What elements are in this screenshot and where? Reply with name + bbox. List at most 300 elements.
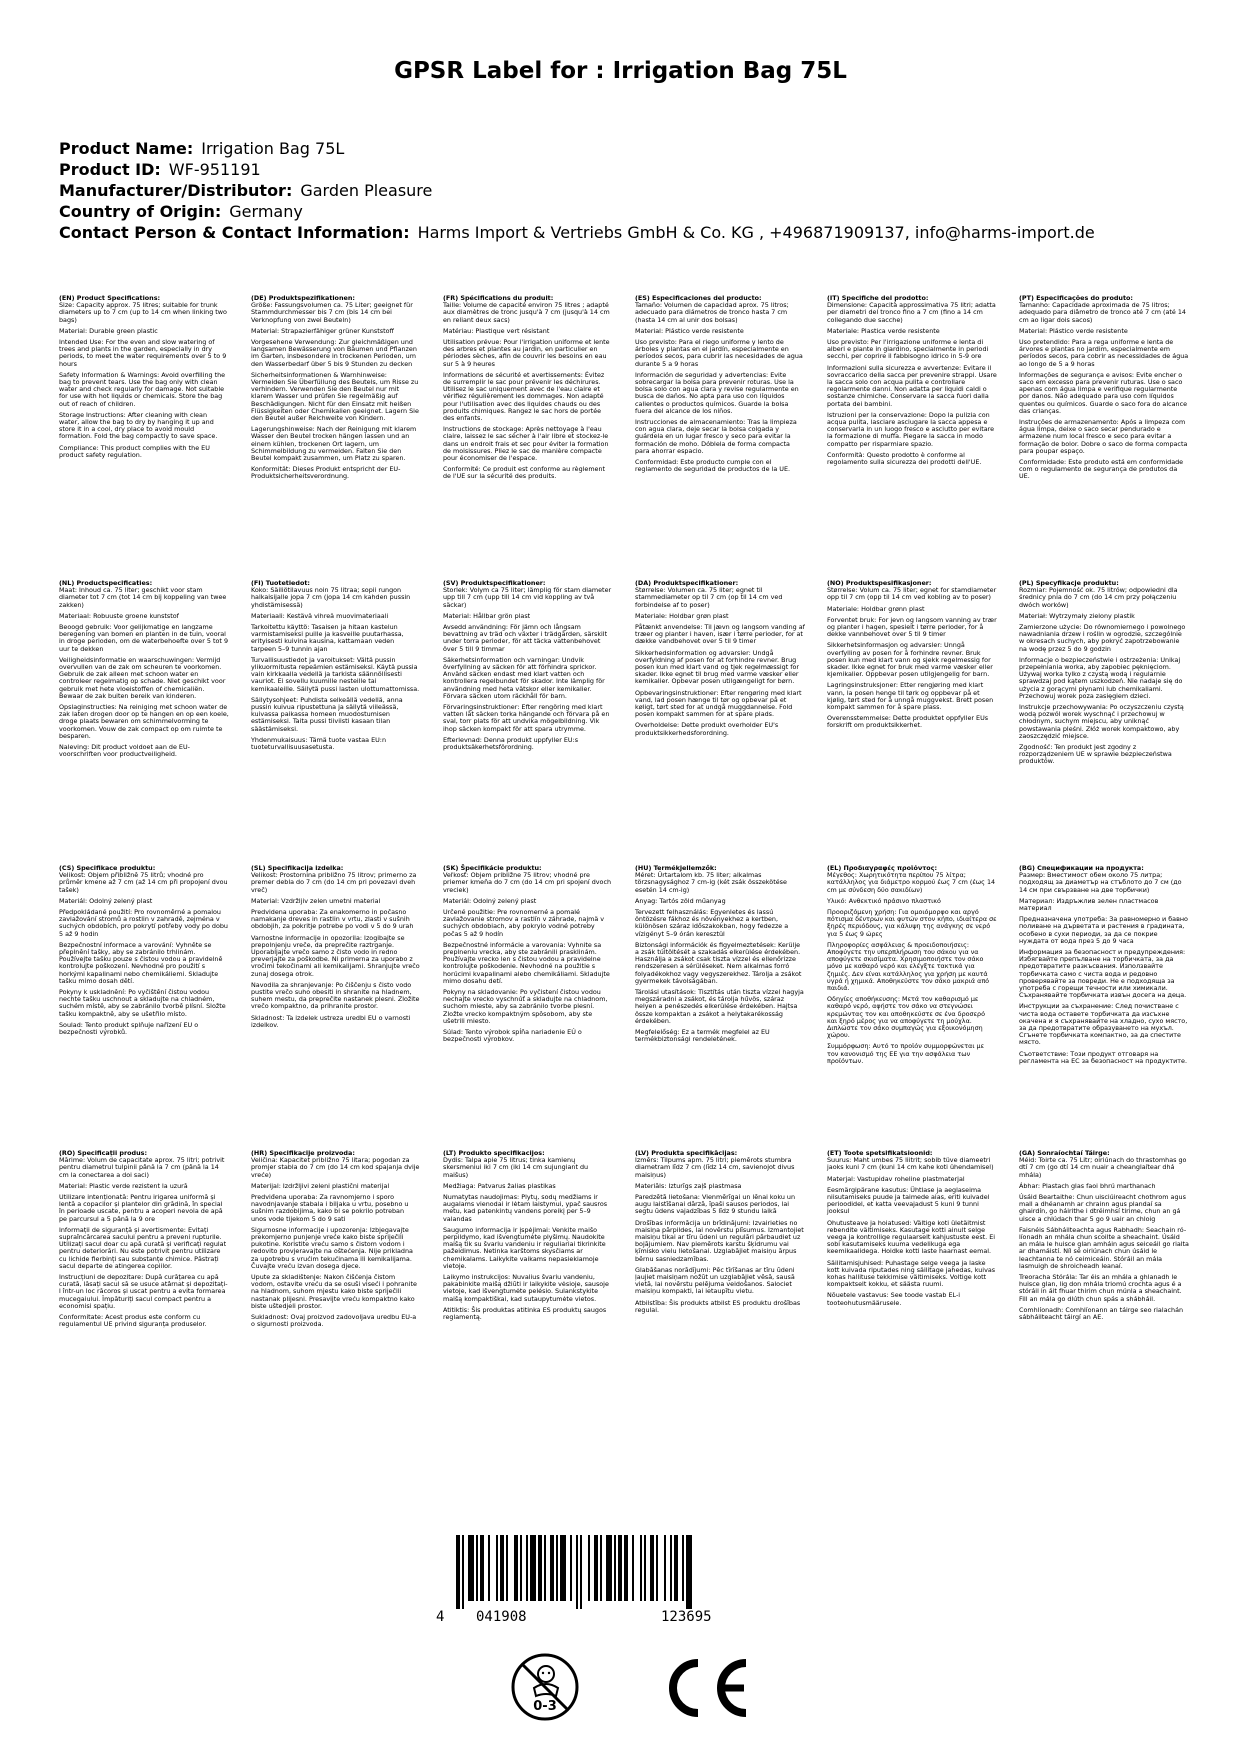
spec-paragraph <box>443 339 613 368</box>
spec-text: Upute za skladištenje: Nakon čišćenja čistom vodom, ostavite vreću da se osuši viseći i pohranite na hladnom, suhom mjestu kako biste spriječili nastanak plijesni. Presavijte vreću kompaktno kako biste uštedjeli prostor. <box>251 1273 417 1310</box>
barcode-bar <box>520 1535 522 1601</box>
spec-paragraph <box>827 412 997 448</box>
spec-text: Säilytysohjeet: Puhdista selkeällä vedellä, anna pussin kuivua ripustettuna ja säilytä viileässä, kuivassa paikassa homeen muodostumisen estämiseksi. Taita pussi tiiviisti kasaan tilan säästämiseksi. <box>251 695 403 733</box>
spec-heading: (EN) Product Specifications: <box>59 294 161 302</box>
spec-paragraph <box>827 452 997 466</box>
spec-heading: (GA) Sonraíochtaí Táirge: <box>1019 1149 1110 1157</box>
spec-paragraph <box>59 942 229 985</box>
spec-paragraph <box>635 624 805 646</box>
spec-paragraph <box>1019 1227 1189 1270</box>
spec-paragraph <box>827 996 997 1039</box>
spec-text: Conformidad: Este producto cumple con el reglamento de seguridad de productos de la UE. <box>635 458 791 474</box>
spec-paragraph <box>251 865 421 894</box>
spec-paragraph <box>59 1274 229 1310</box>
spec-text: Méid: Toirte ca. 75 Litr; oiriúnach do thrastomhas go dtí 7 cm (go dtí 14 cm nuair a cheanglaítear dhá mhála) <box>1019 1156 1187 1179</box>
spec-text: Súlad: Tento výrobok spĺňa nariadenie EÚ o bezpečnosti výrobkov. <box>443 1028 582 1044</box>
spec-text: Anyag: Tartós zöld műanyag <box>635 896 726 905</box>
spec-text: Informations de sécurité et avertissements: Évitez de surremplir le sac pour prévenir les déchirures. Utilisez le sac uniquement avec de l'eau claire et vérifiez régulièrement les dommages. Non adapté pour l'utilisation avec des liquides chauds ou des produits chimiques. Rangez le sac hors de portée des enfants. <box>443 370 605 423</box>
spec-text: Určené použitie: Pre rovnomerné a pomalé zavlažovanie stromov a rastlín v záhrade, najmä v suchých obdobiach, aby pokrylo vodné potreby počas 5 až 9 hodín <box>443 908 605 938</box>
barcode-bar <box>544 1535 546 1601</box>
spec-text: Dydis: Talpa apie 75 litrus; tinka kamienų skersmeniui iki 7 cm (iki 14 cm sujungiant du maišus) <box>443 1156 589 1179</box>
spec-block <box>635 1150 805 1318</box>
spec-heading: (ES) Especificaciones del producto: <box>635 294 762 302</box>
spec-paragraph <box>59 412 229 441</box>
spec-paragraph <box>443 989 613 1025</box>
spec-block <box>1019 865 1189 1069</box>
spec-paragraph <box>827 617 997 639</box>
barcode-bar <box>576 1535 578 1609</box>
spec-paragraph <box>1019 916 1189 945</box>
spec-block <box>59 295 229 463</box>
spec-paragraph <box>1019 898 1189 912</box>
spec-text: Sikkerhedsinformation og advarsler: Undgå overfyldning af posen for at forhindre revner. Brug posen kun med klart vand og tjek regelmæssigt for skader. Ikke egnet til brug med varme væsker eller kemikalier. Opbevar posen utilgængeligt for børn. <box>635 648 800 686</box>
spec-paragraph <box>59 445 229 459</box>
spec-text: Sukladnost: Ovaj proizvod zadovoljava uredbu EU-a o sigurnosti proizvoda. <box>251 1313 417 1329</box>
spec-block <box>1019 580 1189 770</box>
spec-text: Glabāšanas norādījumi: Pēc tīrīšanas ar tīru ūdeni ļaujiet maisiņam nožūt un uzglabājiet vēsā, sausā vietā, lai novērstu pelējuma veidošanos. Salociet maisiņu kompakti, lai ietaupītu vietu. <box>635 1265 795 1296</box>
spec-paragraph <box>1019 1003 1189 1046</box>
spec-text: Lagringsinstruksjoner: Etter rengjøring med klart vann, la posen henge til tørk og oppbevar på et kjølig, tørt sted for å unngå muggvekst. Brett posen kompakt sammen for å spare plass. <box>827 681 994 712</box>
spec-paragraph <box>635 1029 805 1043</box>
barcode-bar <box>686 1535 692 1609</box>
spec-paragraph <box>59 328 229 335</box>
spec-text: Información de seguridad y advertencias: Evite sobrecargar la bolsa para prevenir roturas. Use la bolsa solo con agua clara y revise regularmente en busca de daños. No apta para uso con líquidos calientes o productos químicos. Guarde la bolsa fuera del alcance de los niños. <box>635 370 799 415</box>
spec-text: Drošības informācija un brīdinājumi: Izvairieties no maisiņa pārpildes, lai novērstu plīsumus. Izmantojiet maisiņu tikai ar tīru ūdeni un regulāri pārbaudiet uz bojājumiem. Nav piemērots karstu šķidrumu vai ķīmisko vielu lietošanai. Uzglabājiet maisiņu ārpus bērnu sasniedzamības. <box>635 1218 804 1263</box>
spec-paragraph <box>59 1314 229 1328</box>
spec-text: Размер: Вместимост обем около 75 литра; подходящ за диаметър на стъблото до 7 см (до 14 см при свързване на две торбички) <box>1019 871 1182 894</box>
spec-paragraph <box>251 657 421 693</box>
spec-paragraph <box>443 898 613 905</box>
spec-text: Nõuetele vastavus: See toode vastab EL-i tooteohutusmäärusele. <box>827 1291 961 1307</box>
spec-paragraph <box>827 909 997 938</box>
spec-text: Méret: Űrtartalom kb. 75 liter; alkalmas törzsnagysághoz 7 cm-ig (két zsák összekötése esetén 14 cm-ig) <box>635 871 787 894</box>
spec-paragraph <box>827 1220 997 1256</box>
info-label: Product Name: <box>59 139 194 158</box>
spec-text: Naleving: Dit product voldoet aan de EU-voorschriften voor productveiligheid. <box>59 743 190 759</box>
barcode-bar <box>664 1535 666 1601</box>
spec-text: Tarkoitettu käyttö: Tasaisen ja hitaan kastelun varmistamiseksi puille ja kasveille puutarhassa, erityisesti kuivina kausina, kattamaan veden tarpeen 5–9 tunnin ajan <box>251 623 404 653</box>
info-row <box>59 138 1095 159</box>
spec-text: Forventet bruk: For jevn og langsom vanning av trær og planter i hagen, spesielt i tørre perioder, for å dekke vannbehovet over 5 til 9 timer <box>827 615 997 639</box>
barcode-bars <box>436 1535 806 1609</box>
spec-paragraph <box>251 737 421 751</box>
spec-heading: (LT) Produkto specifikacijos: <box>443 1149 545 1157</box>
spec-text: Material: Vzdržljiv zelen umetni material <box>251 896 381 905</box>
spec-paragraph <box>827 365 997 408</box>
barcode-digit-lead: 4 <box>436 1609 445 1625</box>
spec-paragraph <box>1019 1183 1189 1190</box>
spec-text: Instrucțiuni de depozitare: După curățarea cu apă curată, lăsați sacul să se usuce atârnat și depozitați-l într-un loc răcoros și uscat pentru a evita formarea mucegaiului. Împăturiți sacul compact pentru a economisi spațiu. <box>59 1273 228 1310</box>
barcode-bar <box>618 1535 622 1601</box>
spec-paragraph <box>635 419 805 455</box>
spec-text: Soulad: Tento produkt splňuje nařízení EU o bezpečnosti výrobků. <box>59 1020 199 1037</box>
barcode-bar <box>670 1535 672 1601</box>
info-value: Germany <box>229 202 303 221</box>
spec-paragraph <box>443 1227 613 1270</box>
spec-paragraph <box>635 328 805 335</box>
spec-paragraph <box>635 909 805 938</box>
info-label: Manufacturer/Distributor: <box>59 181 293 200</box>
spec-text: Material: Plastic verde rezistent la uzură <box>59 1181 188 1190</box>
spec-paragraph <box>251 898 421 905</box>
spec-paragraph <box>59 989 229 1018</box>
spec-paragraph <box>635 722 805 736</box>
spec-text: Koko: Säiliötilavuus noin 75 litraa; sopii rungon halkaisijalle jopa 7 cm (jopa 14 cm kahden pussin yhdistämisessä) <box>251 586 411 609</box>
spec-block <box>1019 1150 1189 1325</box>
info-row <box>59 201 1095 222</box>
spec-heading: (EL) Προδιαγραφές προϊόντος: <box>827 864 938 872</box>
barcode-bar <box>526 1535 528 1601</box>
spec-paragraph <box>827 1176 997 1183</box>
barcode-bar <box>500 1535 504 1601</box>
spec-block <box>635 295 805 477</box>
spec-text: Zamierzone użycie: Do równomiernego i powolnego nawadniania drzew i roślin w ogrodzie, szczególnie w okresach suchych, aby pokryć zapotrzebowanie na wodę przez 5 do 9 godzin <box>1019 623 1186 653</box>
spec-paragraph <box>1019 580 1189 609</box>
spec-paragraph <box>1019 704 1189 740</box>
spec-text: Påtænkt anvendelse: Til jævn og langsom vanding af træer og planter i haven, især i tørre perioder, for at dække vandbehovet over 5 til 9 timer <box>635 623 805 646</box>
spec-text: Material: Strapazierfähiger grüner Kunststoff <box>251 326 394 335</box>
spec-text: Οδηγίες αποθήκευσης: Μετά τον καθαρισμό με καθαρό νερό, αφήστε τον σάκο να στεγνώσει κρεμώντας τον και αποθηκεύστε σε ένα δροσερό και ξηρό μέρος για να αποφύγετε τη μούχλα. Διπλώστε τον σάκο συμπαγώς για εξοικονόμηση χώρου. <box>827 995 986 1040</box>
spec-text: Tervezett felhasználás: Egyenletes és lassú öntözésre fákhoz és növényekhez a kertben, különösen száraz időszakokban, hogy fedezze a vízigényt 5–9 órán keresztül <box>635 908 789 938</box>
info-label: Product ID: <box>59 160 161 179</box>
spec-text: Overensstemmelse: Dette produktet oppfyller EUs forskrift om produktsikkerhet. <box>827 714 989 730</box>
spec-paragraph <box>827 1187 997 1216</box>
spec-heading: (SK) Špecifikácie produktu: <box>443 864 542 872</box>
spec-text: Предназначена употреба: За равномерно и бавно поливане на дърветата и растения в градината, особено в сухи периоди, за да се покрие нуждата от вода през 5 до 9 часа <box>1019 915 1188 945</box>
barcode-digits-right: 123695 <box>661 1609 712 1625</box>
spec-paragraph <box>443 704 613 733</box>
spec-paragraph <box>635 865 805 894</box>
spec-heading: (SV) Produktspecifikationer: <box>443 579 546 587</box>
spec-heading: (PL) Specyfikacje produktu: <box>1019 579 1119 587</box>
barcode-bar <box>632 1535 634 1601</box>
spec-text: Medžiaga: Patvarus žalias plastikas <box>443 1181 556 1190</box>
spec-paragraph <box>443 1029 613 1043</box>
spec-text: Turvallisuustiedot ja varoitukset: Vältä pussin ylikuormitusta repeämien estämiseksi. Käytä pussia vain kirkkaalla vedellä ja tarkista säännöllisesti vauriot. Ei sovellu kuumille nesteille tai kemikaaleille. Säilytä pussi lasten ulottumattomissa. <box>251 655 420 693</box>
spec-text: Förvaringsinstruktioner: Efter rengöring med klart vatten låt säcken torka hängande och förvara på en sval, torr plats för att undvika mögelbildning. Vik ihop säcken kompakt för att spara utrymme. <box>443 703 610 733</box>
spec-paragraph <box>443 466 613 480</box>
spec-text: Sikkerhetsinformasjon og advarsler: Unngå overfylling av posen for å forhindre revner. Bruk posen kun med klart vann og sjekk regelmessig for skader. Ikke egnet for bruk med varme væsker eller kjemikalier. Oppbevar posen utilgjengelig for barn. <box>827 641 993 679</box>
spec-block <box>251 580 421 755</box>
barcode-bar <box>530 1535 536 1601</box>
info-value: WF-951191 <box>168 160 261 179</box>
age-warning-0-3-icon <box>510 1652 580 1722</box>
info-row <box>59 222 1095 243</box>
spec-paragraph <box>443 328 613 335</box>
spec-paragraph <box>59 339 229 368</box>
barcode-bar <box>644 1535 646 1601</box>
spec-text: Uso previsto: Para el riego uniforme y lento de árboles y plantas en el jardín, especialmente en períodos secos, para cubrir las necesidades de agua durante 5 a 9 horas <box>635 338 803 368</box>
spec-block <box>443 865 613 1047</box>
spec-text: Intended Use: For the even and slow watering of trees and plants in the garden, especially in dry periods, to meet the water requirements over 5 to 9 hours <box>59 338 227 368</box>
spec-paragraph <box>827 1260 997 1289</box>
spec-block <box>443 1150 613 1325</box>
spec-paragraph <box>251 1227 421 1270</box>
spec-paragraph <box>251 1194 421 1223</box>
svg-text:0-3: 0-3 <box>533 1699 557 1714</box>
spec-heading: (NO) Produktspesifikasjoner: <box>827 579 932 587</box>
spec-paragraph <box>251 1150 421 1179</box>
spec-paragraph <box>59 865 229 894</box>
spec-paragraph <box>59 613 229 620</box>
barcode-bar <box>606 1535 612 1601</box>
spec-text: Instrucciones de almacenamiento: Tras la limpieza con agua clara, deje secar la bolsa colgada y guárdela en un lugar fresco y seco para evitar la formación de moho. Dóblela de forma compacta para ahorrar espacio. <box>635 418 797 455</box>
spec-text: Veličina: Kapacitet približno 75 litara; pogodan za promjer stabla do 7 cm (do 14 cm kod spajanja dvije vreće) <box>251 1156 420 1179</box>
spec-text: Ohutusteave ja hoiatused: Vältige koti ületäitmist rebendite vältimiseks. Kasutage kotti ainult selge veega ja kontrollige regulaarselt kahjustuste eest. Ei sobi kasutamiseks kuuma vedelikuga ega keemikaalidega. Hoidke kotti laste haarnast eemal. <box>827 1218 996 1256</box>
spec-text: Størrelse: Volum ca. 75 liter; egnet for stamdiameter opp til 7 cm (opp til 14 cm ved kobling av to poser) <box>827 586 997 602</box>
barcode-bar <box>462 1535 464 1609</box>
spec-paragraph <box>251 982 421 1011</box>
spec-text: Materiál: Odolný zelený plast <box>443 896 537 905</box>
spec-text: Materiał: Wytrzymały zielony plastik <box>1019 611 1135 620</box>
spec-heading: (HR) Specifikacije proizvoda: <box>251 1149 355 1157</box>
spec-paragraph <box>635 1300 805 1314</box>
spec-text: Materjal: Vastupidav roheline plastmaterjal <box>827 1174 965 1183</box>
spec-text: Yhdenmukaisuus: Tämä tuote vastaa EU:n tuoteturvallisuusasetusta. <box>251 735 386 752</box>
spec-text: Tamaño: Volumen de capacidad aprox. 75 litros; adecuado para diámetros de tronco hasta 7 cm (hasta 14 cm al unir dos bolsas) <box>635 301 789 324</box>
spec-paragraph <box>1019 328 1189 335</box>
spec-block <box>827 580 997 734</box>
spec-heading: (NL) Productspecificaties: <box>59 579 153 587</box>
spec-text: Sigurnosne informacije i upozorenja: Izbjegavajte prekomjerno punjenje vreće kako biste spriječili pukotine. Koristite vreću samo s čistom vodom i redovito provjeravajte na oštećenja. Nije prikladna za upotrebu s vrućim tekućinama ili kemikalijama. Čuvajte vreću izvan dosega djece. <box>251 1225 413 1270</box>
spec-text: Taille: Volume de capacité environ 75 litres ; adapté aux diamètres de tronc jusqu'à 7 cm (jusqu'à 14 cm en reliant deux sacs) <box>443 301 610 324</box>
spec-text: Tárolási utasítások: Tisztítás után tiszta vízzel hagyja megszáradni a zsákot, és tárolja hűvös, száraz helyen a penészedés elkerülése érdekében. Hajtsa össze kompaktan a zsákot a helytakarékosság érdekében. <box>635 988 804 1025</box>
spec-text: Velikost: Objem přibližně 75 litrů; vhodné pro průměr kmene až 7 cm (až 14 cm při propojení dvou tašek) <box>59 871 228 894</box>
spec-text: Matériau: Plastique vert résistant <box>443 326 550 335</box>
spec-paragraph <box>827 898 997 905</box>
spec-paragraph <box>827 1150 997 1172</box>
spec-heading: (IT) Specifiche del prodotto: <box>827 294 929 302</box>
spec-text: Material: Plástico verde resistente <box>635 326 744 335</box>
spec-text: Sicherheitsinformationen & Warnhinweise: Vermeiden Sie Überfüllung des Beutels, um Risse zu verhindern. Verwenden Sie den Beutel nur mit klarem Wasser und prüfen Sie regelmäßig auf Beschädigungen. Nicht für den Einsatz mit heißen Flüssigkeiten oder Chemikalien geeignet. Lagern Sie den Beutel außer Reichweite von Kindern. <box>251 370 419 423</box>
spec-paragraph <box>59 704 229 740</box>
spec-paragraph <box>635 650 805 686</box>
spec-paragraph <box>59 1227 229 1270</box>
spec-paragraph <box>443 624 613 653</box>
spec-text: Faisnéis Sábháilteachta agus Rabhadh: Seachain ró-líonadh an mhála chun scoilte a sheachaint. Úsáid an mála le huisce glan amháin agus seiceáil go rialta ar dhamáistí. Níl sé oiriúnach chun úsáid le leachtanna te nó ceimiceáin. Stóráil an mála lasmuigh de shroicheadh leanaí. <box>1019 1225 1189 1270</box>
spec-paragraph <box>1019 949 1189 999</box>
barcode-bar <box>480 1535 484 1601</box>
spec-paragraph <box>443 865 613 894</box>
spec-text: Předpokládané použití: Pro rovnoměrné a pomalou zavlažování stromů a rostlin v zahradě, zejména v suchých obdobích, pro pokrytí potřeby vody po dobu 5 až 9 hodin <box>59 908 228 938</box>
spec-block <box>635 580 805 741</box>
spec-paragraph <box>251 909 421 931</box>
spec-block <box>251 1150 421 1332</box>
spec-paragraph <box>59 1150 229 1179</box>
spec-paragraph <box>443 737 613 751</box>
spec-paragraph <box>635 690 805 719</box>
spec-text: Lagerungshinweise: Nach der Reinigung mit klarem Wasser den Beutel trocken hängen lassen und an einem kühlen, trockenen Ort lagern, um Schimmelbildung zu vermeiden. Falten Sie den Beutel kompakt zusammen, um Platz zu sparen. <box>251 425 417 463</box>
info-row <box>59 180 1095 201</box>
spec-paragraph <box>59 1183 229 1190</box>
spec-paragraph <box>1019 372 1189 415</box>
spec-paragraph <box>827 682 997 711</box>
info-value: Harms Import & Vertriebs GmbH & Co. KG , +496871909137, info@harms-import.de <box>417 223 1095 242</box>
barcode-bar <box>580 1535 582 1609</box>
spec-text: Safety Information & Warnings: Avoid overfilling the bag to prevent tears. Use the bag only with clean water and check regularly for damage. Not suitable for use with hot liquids or chemicals. Store the bag out of reach of children. <box>59 370 226 408</box>
spec-heading: (HU) Termékjellemzők: <box>635 864 717 872</box>
spec-paragraph <box>251 372 421 422</box>
spec-paragraph <box>635 580 805 609</box>
spec-text: Informacje o bezpieczeństwie i ostrzeżenia: Unikaj przepełniania worka, aby zapobiec pęknięciom. Używaj worka tylko z czystą wodą i regularnie sprawdzaj pod kątem uszkodzeń. Nie nadaje się do użycia z gorącymi płynami lub chemikaliami. Przechowuj worek poza zasięgiem dzieci. <box>1019 655 1183 700</box>
spec-text: Materiale: Plastica verde resistente <box>827 326 940 335</box>
spec-paragraph <box>443 1274 613 1303</box>
spec-paragraph <box>635 459 805 473</box>
page-title: GPSR Label for : Irrigation Bag 75L <box>394 58 847 84</box>
spec-paragraph <box>443 613 613 620</box>
spec-text: Izmērs: Tilpums apm. 75 litri; piemērots stumbra diametram līdz 7 cm (līdz 14 cm, savienojot divus maisiņus) <box>635 1156 795 1179</box>
barcode <box>436 1535 806 1635</box>
barcode-bar <box>650 1535 654 1601</box>
spec-text: Conformitate: Acest produs este conform cu regulamentul UE privind siguranța produselor. <box>59 1313 207 1329</box>
spec-text: Materiál: Odolný zelený plast <box>59 896 153 905</box>
barcode-bar <box>550 1535 554 1601</box>
spec-heading: (LV) Produkta specifikācijas: <box>635 1149 738 1157</box>
barcode-bar <box>614 1535 616 1601</box>
spec-text: Veiligheidsinformatie en waarschuwingen: Vermijd overvullen van de zak om scheuren te voorkomen. Gebruik de zak alleen met schoon water en controleer regelmatig op schade. Niet geschikt voor gebruik met hete vloeistoffen of chemicaliën. Bewaar de zak buiten bereik van kinderen. <box>59 655 226 700</box>
spec-text: Uso pretendido: Para a rega uniforme e lenta de árvores e plantas no jardim, especialmente em períodos secos, para cobrir as necessidades de água ao longo de 5 a 9 horas <box>1019 338 1189 368</box>
spec-text: Conformité: Ce produit est conforme au règlement de l'UE sur la sécurité des produits. <box>443 465 606 481</box>
spec-paragraph <box>59 657 229 700</box>
spec-paragraph <box>251 1314 421 1328</box>
spec-paragraph <box>59 1194 229 1223</box>
spec-heading: (RO) Specificații produs: <box>59 1149 148 1157</box>
spec-text: Informações de segurança e avisos: Evite encher o saco em excesso para prevenir ruturas. Use o saco apenas com água limpa e verifique regularmente por danos. Não adequado para uso com líquidos quentes ou químicos. Guarde o saco fora do alcance das crianças. <box>1019 370 1188 415</box>
spec-text: Materiaali: Kestävä vihreä muovimateriaali <box>251 611 389 620</box>
spec-text: Συμμόρφωση: Αυτό το προϊόν συμμορφώνεται με τον κανονισμό της ΕΕ για την ασφάλεια των προϊόντων. <box>827 1042 985 1065</box>
spec-paragraph <box>251 426 421 462</box>
spec-text: Pokyny na skladovanie: Po vyčistení čistou vodou nechajte vrecko vyschnúť a skladujte na chladnom, suchom mieste, aby sa zabránilo tvorbe plesní. Zložte vrecko kompaktným spôsobom, aby ste ušetrili miesto. <box>443 988 608 1025</box>
spec-paragraph <box>251 613 421 620</box>
barcode-digits-left: 041908 <box>476 1609 527 1625</box>
barcode-bar <box>556 1535 558 1601</box>
spec-paragraph <box>635 613 805 620</box>
spec-text: Pokyny k uskladnění: Po vyčištění čistou vodou nechte tašku uschnout a skladujte na chladném, suchém místě, aby se zabránilo tvorbě plísní. Složte tašku kompaktně, aby se ušetřilo místo. <box>59 988 226 1018</box>
spec-text: Úsáid Beartaithe: Chun uisciúireacht chothrom agus mall a dhéanamh ar chrainn agus plandaí sa ghairdín, go háirithe i dtréimhsí tirime, chun an gá uisce a chlúdach thar 5 go 9 uair an chloig <box>1019 1193 1186 1223</box>
spec-text: Materiaal: Robuuste groene kunststof <box>59 611 179 620</box>
spec-text: Προοριζόμενη χρήση: Για ομοιόμορφο και αργό πότισμα δέντρων και φυτών στον κήπο, ιδιαίτερα σε ξηρές περιόδους, για κάλυψη της ανάγκης σε νερό για 5 έως 9 ώρες <box>827 908 997 938</box>
spec-paragraph <box>443 426 613 462</box>
barcode-bar <box>640 1535 642 1601</box>
spec-paragraph <box>827 865 997 894</box>
spec-block <box>443 295 613 485</box>
spec-text: Size: Capacity approx. 75 litres; suitable for trunk diameters up to 7 cm (up to 14 cm when linking two bags) <box>59 301 227 324</box>
spec-paragraph <box>59 624 229 653</box>
spec-paragraph <box>1019 1051 1189 1065</box>
spec-text: Paredzētā lietošana: Vienmērīgai un lēnai koku un augu laistīšanai dārzā, īpaši sausos periodos, lai segtu ūdens vajadzības 5 līdz 9 stundu laikā <box>635 1193 796 1216</box>
spec-heading: (ET) Toote spetsifikatsioonid: <box>827 1149 933 1157</box>
spec-text: Compliance: This product complies with the EU product safety regulation. <box>59 443 210 459</box>
spec-block <box>59 580 229 762</box>
spec-text: Υλικό: Ανθεκτικό πράσινο πλαστικό <box>827 896 941 905</box>
spec-paragraph <box>1019 1274 1189 1303</box>
barcode-bar <box>496 1535 498 1601</box>
spec-paragraph <box>443 1194 613 1223</box>
spec-text: Instructions de stockage: Après nettoyage à l'eau claire, laissez le sac sécher à l'air libre et stockez-le dans un endroit frais et sec pour éviter la formation de moisissures. Pliez le sac de manière compacte pour économiser de l'espace. <box>443 425 609 463</box>
spec-block <box>635 865 805 1047</box>
spec-paragraph <box>635 989 805 1025</box>
barcode-bar <box>538 1535 542 1601</box>
spec-paragraph <box>1019 657 1189 700</box>
spec-paragraph <box>1019 1307 1189 1321</box>
spec-paragraph <box>827 942 997 992</box>
spec-paragraph <box>1019 339 1189 368</box>
barcode-bar <box>570 1535 572 1601</box>
spec-block <box>59 1150 229 1332</box>
spec-text: Efterlevnad: Denna produkt uppfyller EU:s produktsäkerhetsförordning. <box>443 735 579 752</box>
barcode-bar <box>506 1535 508 1601</box>
info-label: Country of Origin: <box>59 202 222 221</box>
spec-text: Størrelse: Volumen ca. 75 liter; egnet til stammediameter op til 7 cm (op til 14 cm ved forbindelse af to poser) <box>635 586 783 609</box>
spec-text: Istruzioni per la conservazione: Dopo la pulizia con acqua pulita, lasciare asciugare la sacca appesa e conservarla in un luogo fresco e asciutto per evitare la formazione di muffa. Piegare la sacca in modo compatto per risparmiare spazio. <box>827 410 995 448</box>
spec-text: Ábhar: Plastach glas faoi bhrú marthanach <box>1019 1181 1156 1190</box>
info-label: Contact Person & Contact Information: <box>59 223 410 242</box>
spec-text: Saugumo informacija ir įspėjimai: Venkite maišo perpildymo, kad išvengtumėte plyšimų. Naudokite maišą tik su švariu vandeniu ir reguliariai tikrinkite pažeidimus. Netinka karštoms skysčiams ar chemikalams. Laikykite vaikams nepasiekiamoje vietoje. <box>443 1225 606 1270</box>
spec-heading: (FR) Spécifications du produit: <box>443 294 554 302</box>
spec-heading: (SL) Specifikacija izdelka: <box>251 864 344 872</box>
spec-text: Dimensione: Capacità approssimativa 75 litri; adatta per diametri del tronco fino a 7 cm (fino a 14 cm collegando due sacche) <box>827 301 996 324</box>
spec-paragraph <box>827 328 997 335</box>
spec-text: Informații de siguranță și avertismente: Evitați supraîncărcarea sacului pentru a preveni rupturile. Utilizați sacul doar cu apă curată și verificați regulat pentru deteriorări. Nu este potrivit pentru utilizare cu lichide fierbinți sau substanțe chimice. Păstrați sacul departe de atingerea copiilor. <box>59 1225 227 1270</box>
barcode-bar <box>488 1535 490 1601</box>
spec-text: Utilisation prévue: Pour l'irrigation uniforme et lente des arbres et plantes au jardin, en particulier en périodes sèches, afin de couvrir les besoins en eau sur 5 à 9 heures <box>443 338 610 368</box>
spec-text: Materiāls: Izturīgs zaļš plastmasa <box>635 1181 742 1190</box>
spec-text: Uso previsto: Per l'irrigazione uniforme e lenta di alberi e piante in giardino, specialmente in periodi secchi, per coprire il fabbisogno idrico in 5-9 ore <box>827 338 989 361</box>
spec-paragraph <box>251 1274 421 1310</box>
spec-paragraph <box>443 295 613 324</box>
spec-text: Predvidena uporaba: Za enakomerno in počasno namakanje dreves in rastlin v vrtu, zlasti v sušnih obdobjih, za pokritje potrebe po vodi v 5 do 9 urah <box>251 908 414 931</box>
spec-paragraph <box>251 935 421 978</box>
spec-paragraph <box>251 1183 421 1190</box>
spec-text: Vorgesehene Verwendung: Zur gleichmäßigen und langsamen Bewässerung von Bäumen und Pflanzen im Garten, insbesondere in trockenen Perioden, um den Wasserbedarf über 5 bis 9 Stunden zu decken <box>251 338 417 368</box>
spec-paragraph <box>827 295 997 324</box>
spec-text: Utilizare intenționată: Pentru irigarea uniformă și lentă a copacilor și plantelor din grădină, în special în perioade uscate, pentru a acoperi nevoia de apă pe parcursul a 5 până la 9 ore <box>59 1193 223 1223</box>
spec-text: Информация за безопасност и предупреждения: Избягвайте препълване на торбичката, за да предотвратите разкъсвания. Използвайте торбичката само с чиста вода и редовно проверявайте за повреди. Не е подходяща за употреба с горещи течности или химикали. Съхранявайте торбичката извън досега на деца. <box>1019 948 1187 1000</box>
spec-heading: (FI) Tuotetiedot: <box>251 579 310 587</box>
spec-text: Varnostne informacije in opozorila: Izogibajte se prepolnjenju vreče, da preprečite raztrganje. Uporabljajte vrečo samo z čisto vodo in redno preverjajte za poškodbe. Ni primerna za uporabo z vročimi tekočinami ali kemikalijami. Shranjujte vrečo zunaj dosega otrok. <box>251 933 420 978</box>
spec-paragraph <box>59 744 229 758</box>
spec-heading: (PT) Especificações do produto: <box>1019 294 1133 302</box>
spec-paragraph <box>251 580 421 609</box>
spec-heading: (DA) Produktspecifikationer: <box>635 579 739 587</box>
spec-paragraph <box>827 580 997 602</box>
spec-text: Conformità: Questo prodotto è conforme al regolamento sulla sicurezza dei prodotti dell'UE. <box>827 450 982 467</box>
spec-text: Atbilstība: Šis produkts atbilst ES produktu drošības regulai. <box>635 1298 801 1314</box>
spec-paragraph <box>1019 1150 1189 1179</box>
spec-text: Instruções de armazenamento: Após a limpeza com água limpa, deixe o saco secar pendurado e armazene num local fresco e seco para evitar a formação de bolor. Dobre o saco de forma compacta para poupar espaço. <box>1019 418 1188 455</box>
spec-paragraph <box>827 715 997 729</box>
spec-heading: (CS) Specifikace produktu: <box>59 864 156 872</box>
spec-text: Atitiktis: Šis produktas atitinka ES produktų saugos reglamentą. <box>443 1305 607 1322</box>
spec-text: Opbevaringsinstruktioner: Efter rengøring med klart vand, lad posen hænge til tør og opbevar på et køligt, tørt sted for at undgå muggdannelse. Fold posen kompakt sammen for at spare plads. <box>635 688 802 719</box>
info-value: Garden Pleasure <box>300 181 433 200</box>
spec-text: Größe: Fassungsvolumen ca. 75 Liter; geeignet für Stammdurchmesser bis 7 cm (bis 14 cm bei Verknopfung von zwei Beuteln) <box>251 301 413 324</box>
spec-paragraph <box>827 339 997 361</box>
spec-paragraph <box>827 606 997 613</box>
spec-text: Veľkosť: Objem približne 75 litrov; vhodné pre priemer kmeňa do 7 cm (do 14 cm pri spojení dvoch vreciek) <box>443 871 612 894</box>
spec-block <box>251 865 421 1033</box>
spec-text: Velikost: Prostornina približno 75 litrov; primerno za premer debla do 7 cm (do 14 cm pri povezavi dveh vreč) <box>251 871 417 894</box>
barcode-bar <box>560 1535 566 1601</box>
spec-paragraph <box>1019 865 1189 894</box>
spec-paragraph <box>443 1150 613 1179</box>
barcode-bar <box>600 1535 602 1601</box>
spec-paragraph <box>635 1183 805 1190</box>
spec-text: Materiale: Holdbar grønn plast <box>827 604 925 613</box>
spec-block <box>827 1150 997 1311</box>
spec-block <box>827 295 997 470</box>
spec-paragraph <box>635 1150 805 1179</box>
